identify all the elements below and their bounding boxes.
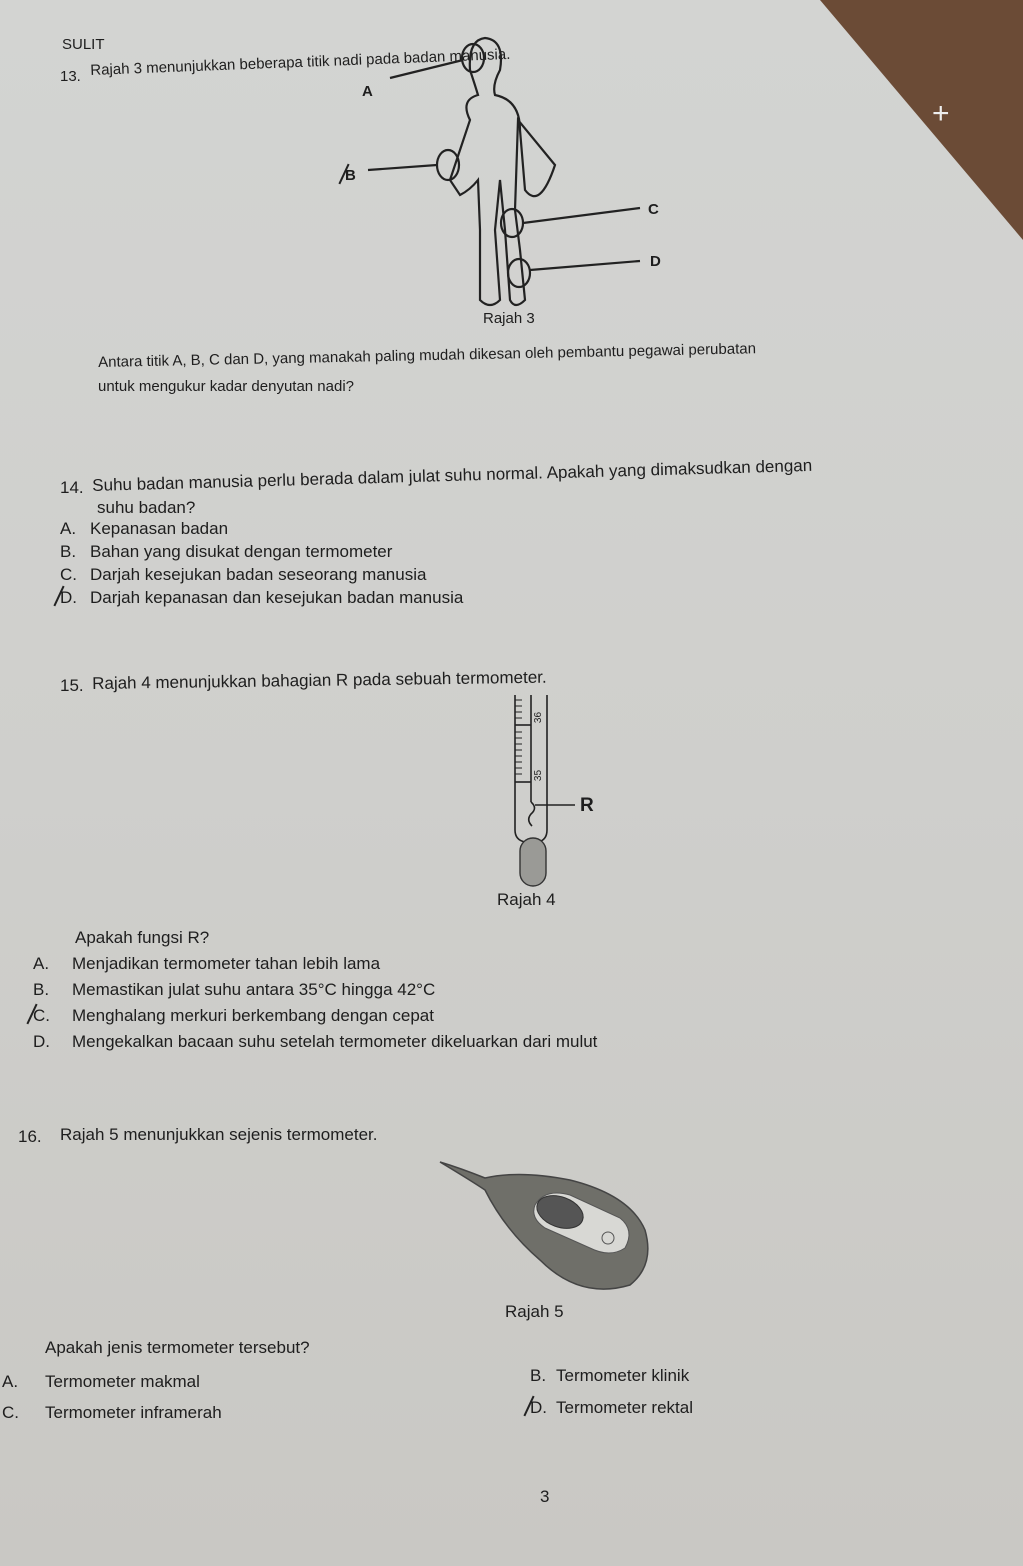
rajah-5-caption: Rajah 5: [505, 1302, 564, 1321]
option-letter: A.: [33, 954, 50, 973]
option-letter-marked: D.: [60, 588, 77, 607]
option-text: Termometer rektal: [556, 1398, 693, 1417]
option-letter: C.: [2, 1403, 19, 1422]
option-text: Kepanasan badan: [90, 519, 229, 538]
q15-number: 15.: [60, 676, 84, 695]
option-letter-marked: C.: [33, 1006, 50, 1025]
q13-question-line2: untuk mengukur kadar denyutan nadi?: [98, 378, 355, 395]
scale-label-36: 36: [533, 711, 545, 724]
option-letter: B.: [33, 980, 50, 999]
rajah-3-caption: Rajah 3: [483, 310, 535, 327]
q15-stem: Rajah 4 menunjukkan bahagian R pada sebuah termometer.: [92, 667, 547, 693]
option-letter: C.: [60, 565, 77, 584]
page-corner-plus: +: [932, 97, 950, 130]
scale-label-35: 35: [533, 769, 545, 782]
option-text: Bahan yang disukat dengan termometer: [90, 542, 393, 561]
option-text: Mengekalkan bacaan suhu setelah termometer dikeluarkan dari mulut: [72, 1032, 598, 1051]
sulit-label: SULIT: [62, 36, 105, 53]
label-d: D: [650, 253, 661, 270]
q14-stem-line2: suhu badan?: [97, 498, 196, 517]
label-c: C: [648, 201, 659, 218]
option-text: Termometer klinik: [556, 1366, 690, 1385]
q13-question-line1: Antara titik A, B, C dan D, yang manakah paling mudah dikesan oleh pembantu pegawai perubatan: [98, 340, 757, 371]
label-b: B: [345, 167, 356, 184]
option-letter: A.: [2, 1372, 19, 1391]
option-letter: D.: [33, 1032, 50, 1051]
option-letter: B.: [60, 542, 77, 561]
option-text: Termometer makmal: [45, 1372, 200, 1391]
label-r: R: [580, 795, 594, 816]
rajah-5-digital-thermometer: [430, 1150, 670, 1300]
q15-question: Apakah fungsi R?: [75, 928, 210, 947]
q16-stem: Rajah 5 menunjukkan sejenis termometer.: [60, 1125, 378, 1144]
rajah-4-thermometer: [500, 690, 600, 890]
q16-number: 16.: [18, 1127, 42, 1146]
q13-stem: Rajah 3 menunjukkan beberapa titik nadi pada badan manusia.: [90, 45, 511, 79]
rajah-4-caption: Rajah 4: [497, 890, 556, 909]
option-text: Menghalang merkuri berkembang dengan cepat: [72, 1006, 434, 1025]
option-text: Menjadikan termometer tahan lebih lama: [72, 954, 381, 973]
page-number: 3: [540, 1487, 550, 1506]
q13-number: 13.: [60, 68, 81, 85]
option-text: Darjah kesejukan badan seseorang manusia: [90, 565, 427, 584]
option-letter-marked: D.: [530, 1398, 547, 1417]
rajah-3-human-figure: [0, 0, 700, 330]
option-text: Memastikan julat suhu antara 35°C hingga 42°C: [72, 980, 436, 999]
q14-number: 14.: [60, 478, 84, 497]
option-text: Darjah kepanasan dan kesejukan badan manusia: [90, 588, 464, 607]
q14-stem-line1: Suhu badan manusia perlu berada dalam julat suhu normal. Apakah yang dimaksudkan dengan: [92, 455, 813, 495]
option-text: Termometer inframerah: [45, 1403, 222, 1422]
option-letter: B.: [530, 1366, 547, 1385]
label-a: A: [362, 83, 373, 100]
option-letter: A.: [60, 519, 77, 538]
q16-question: Apakah jenis termometer tersebut?: [45, 1338, 310, 1357]
